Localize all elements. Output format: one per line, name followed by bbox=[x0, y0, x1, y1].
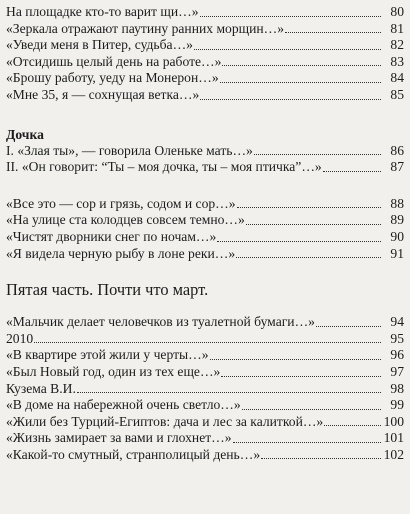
leader-dots bbox=[237, 207, 381, 208]
toc-entry-page: 81 bbox=[390, 20, 404, 36]
toc-entry-title: «Зеркала отражают паутину ранних морщин…» bbox=[6, 20, 285, 36]
toc-entry-title: На площадке кто-то варит щи…» bbox=[6, 4, 199, 19]
toc-entry bbox=[6, 196, 404, 213]
toc-entry-title: «Жили без Турций-Египтов: дача и лес за калиткой…» bbox=[6, 413, 324, 429]
toc-group-2 bbox=[6, 196, 404, 262]
toc-entry-page: 94 bbox=[390, 314, 404, 330]
toc-entry-title: Кузема В.И. bbox=[6, 380, 76, 396]
toc-entry bbox=[6, 314, 404, 331]
toc-entry bbox=[6, 229, 404, 246]
toc-entry bbox=[6, 212, 404, 229]
toc-entry-title: «Какой-то смутный, странполицый день…» bbox=[6, 446, 261, 462]
leader-dots bbox=[217, 241, 381, 242]
toc-entry-title: «Отсидишь целый день на работе…» bbox=[6, 53, 222, 69]
toc-entry bbox=[6, 447, 404, 464]
toc-entry-title: «Мальчик делает человечков из туалетной бумаги…» bbox=[6, 314, 315, 330]
part-title: Пятая часть. Почти что март. bbox=[6, 280, 209, 300]
toc-entry-title: «Жизнь замирает за вами и глохнет…» bbox=[6, 430, 232, 446]
toc-entry-page: 84 bbox=[390, 70, 404, 86]
toc-entry bbox=[6, 364, 404, 381]
toc-entry-page: 88 bbox=[390, 195, 404, 211]
toc-entry-page: 90 bbox=[390, 228, 404, 244]
toc-entry bbox=[6, 331, 404, 348]
toc-entry-title: «В доме на набережной очень светло…» bbox=[6, 397, 241, 413]
toc-entry-title: «Уведи меня в Питер, судьба…» bbox=[6, 37, 193, 53]
toc-entry-page: 97 bbox=[390, 363, 404, 379]
leader-dots bbox=[200, 16, 381, 17]
toc-entry bbox=[6, 143, 404, 160]
toc-entry bbox=[6, 54, 404, 71]
leader-dots bbox=[246, 224, 381, 225]
toc-entry-page: 85 bbox=[390, 86, 404, 102]
spacer bbox=[6, 300, 404, 314]
leader-dots bbox=[200, 99, 381, 100]
toc-entry-page: 102 bbox=[383, 446, 404, 462]
toc-entry-page: 100 bbox=[383, 413, 404, 429]
spacer bbox=[6, 262, 404, 280]
toc-section-dochka bbox=[6, 126, 404, 176]
toc-page bbox=[6, 4, 404, 463]
toc-entry-page: 83 bbox=[390, 53, 404, 69]
toc-entry bbox=[6, 87, 404, 104]
spacer bbox=[6, 104, 404, 126]
leader-dots bbox=[222, 65, 381, 66]
toc-entry bbox=[6, 70, 404, 87]
toc-entry-title: «В квартире этой жили у черты…» bbox=[6, 347, 209, 363]
toc-entry bbox=[6, 37, 404, 54]
leader-dots bbox=[236, 257, 381, 258]
toc-entry-page: 86 bbox=[390, 142, 404, 158]
leader-dots bbox=[220, 82, 381, 83]
toc-entry-page: 96 bbox=[390, 347, 404, 363]
toc-entry bbox=[6, 246, 404, 263]
toc-entry-page: 80 bbox=[390, 4, 404, 19]
toc-entry bbox=[6, 430, 404, 447]
toc-entry-title: «На улице ста колодцев совсем темно…» bbox=[6, 212, 245, 228]
toc-entry bbox=[6, 414, 404, 431]
spacer bbox=[6, 176, 404, 196]
toc-entry-title: I. «Злая ты», — говорила Оленьке мать…» bbox=[6, 142, 253, 158]
toc-entry-title: «Чистят дворники снег по ночам…» bbox=[6, 228, 217, 244]
leader-dots bbox=[324, 425, 381, 426]
leader-dots bbox=[254, 154, 381, 155]
leader-dots bbox=[242, 409, 381, 410]
toc-entry-title: II. «Он говорит: “Ты – моя дочка, ты – моя птичка”…» bbox=[6, 159, 322, 175]
leader-dots bbox=[77, 392, 381, 393]
leader-dots bbox=[323, 171, 381, 172]
toc-entry-page: 89 bbox=[390, 212, 404, 228]
toc-entry bbox=[6, 21, 404, 38]
toc-entry-title: «Брошу работу, уеду на Монерон…» bbox=[6, 70, 219, 86]
toc-entry-title: «Мне 35, я — сохнущая ветка…» bbox=[6, 86, 200, 102]
toc-group-1 bbox=[6, 4, 404, 104]
leader-dots bbox=[221, 376, 381, 377]
leader-dots bbox=[261, 458, 381, 459]
toc-entry-title: «Все это — сор и грязь, содом и сор…» bbox=[6, 195, 236, 211]
leader-dots bbox=[285, 32, 381, 33]
toc-entry-title: «Был Новый год, один из тех еще…» bbox=[6, 363, 221, 379]
toc-entry-page: 99 bbox=[390, 397, 404, 413]
toc-entry-page: 95 bbox=[390, 330, 404, 346]
toc-entry-title: «Я видела черную рыбу в лоне реки…» bbox=[6, 245, 236, 261]
toc-entry-page: 82 bbox=[390, 37, 404, 53]
toc-entry-page: 87 bbox=[390, 159, 404, 175]
toc-entry-page: 98 bbox=[390, 380, 404, 396]
toc-part-5 bbox=[6, 280, 404, 463]
toc-entry bbox=[6, 397, 404, 414]
leader-dots bbox=[194, 49, 381, 50]
section-heading: Дочка bbox=[6, 126, 44, 142]
toc-entry bbox=[6, 347, 404, 364]
leader-dots bbox=[316, 326, 381, 327]
toc-entry bbox=[6, 381, 404, 398]
toc-entry-page: 101 bbox=[383, 430, 404, 446]
toc-entry-page: 91 bbox=[390, 245, 404, 261]
toc-entry bbox=[6, 159, 404, 176]
leader-dots bbox=[210, 359, 381, 360]
leader-dots bbox=[233, 442, 381, 443]
leader-dots bbox=[34, 342, 381, 343]
toc-entry bbox=[6, 4, 404, 21]
toc-entry-title: 2010 bbox=[6, 330, 34, 346]
